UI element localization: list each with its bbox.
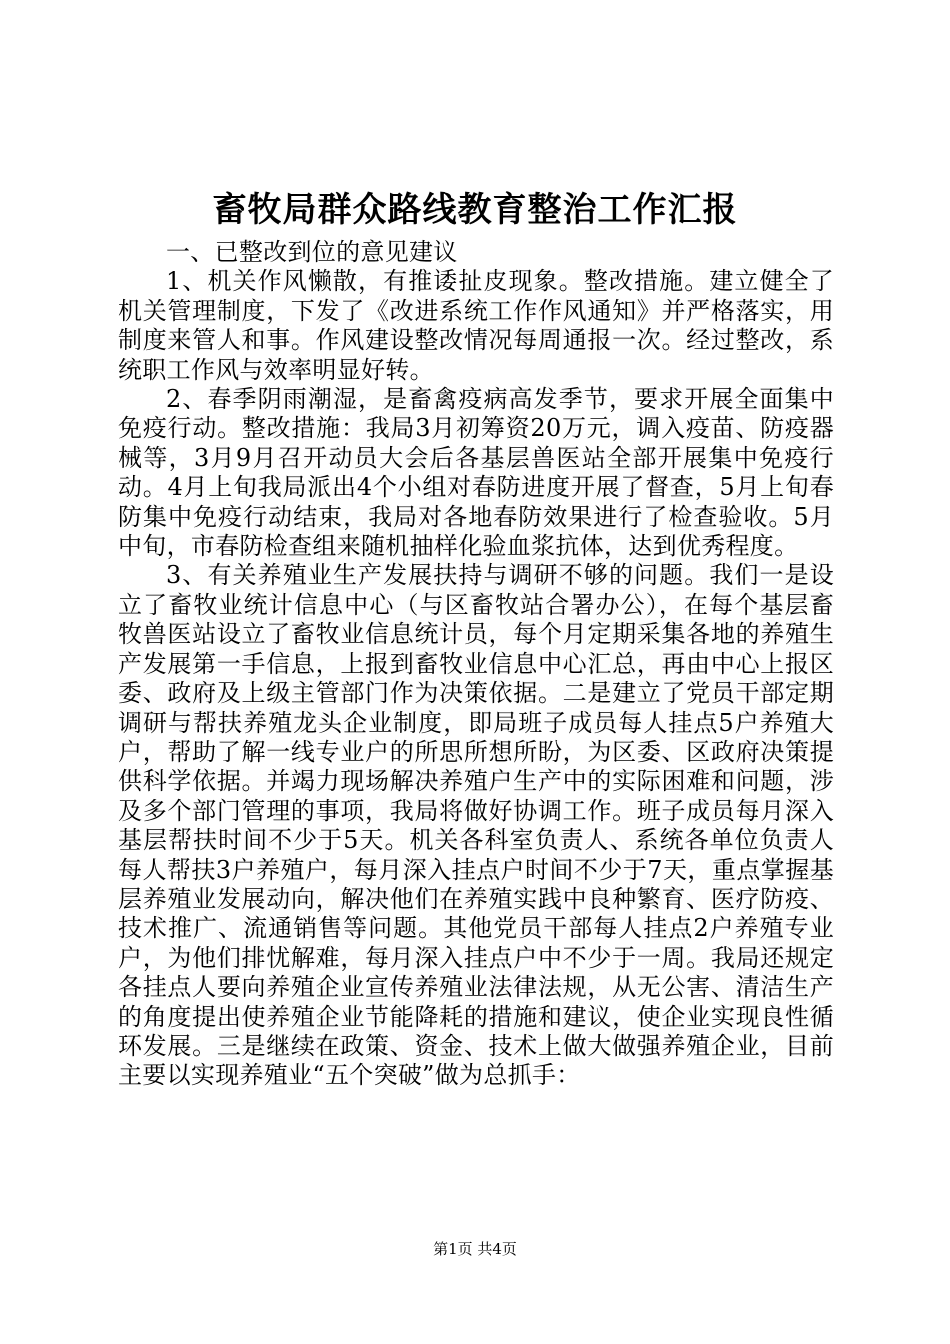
document-title: 畜牧局群众路线教育整治工作汇报: [212, 190, 738, 230]
paragraph-2: 2、春季阴雨潮湿，是畜禽疫病高发季节，要求开展全面集中免疫行动。整改措施：我局3月初筹资20万元，调入疫苗、防疫器械等，3月9月召开动员大会后各基层兽医站全部开展集中免疫行动。4月上旬我局派出4个小组对春防进度开展了督查，5月上旬春防集中免疫行动结束，我局对各地春防效果进行了检查验收。5月中旬，市春防检查组来随机抽样化验血浆抗体，达到优秀程度。: [118, 385, 834, 561]
section-heading: 一、已整改到位的意见建议: [166, 238, 458, 266]
paragraph-3: 3、有关养殖业生产发展扶持与调研不够的问题。我们一是设立了畜牧业统计信息中心（与区畜牧站合署办公），在每个基层畜牧兽医站设立了畜牧业信息统计员，每个月定期采集各地的养殖生产发展第一手信息，上报到畜牧业信息中心汇总，再由中心上报区委、政府及上级主管部门作为决策依据。二是建立了党员干部定期调研与帮扶养殖龙头企业制度，即局班子成员每人挂点5户养殖大户，帮助了解一线专业户的所思所想所盼，为区委、区政府决策提供科学依据。并竭力现场解决养殖户生产中的实际困难和问题，涉及多个部门管理的事项，我局将做好协调工作。班子成员每月深入基层帮扶时间不少于5天。机关各科室负责人、系统各单位负责人每人帮扶3户养殖户，每月深入挂点户时间不少于7天，重点掌握基层养殖业发展动向，解决他们在养殖实践中良种繁育、医疗防疫、技术推广、流通销售等问题。其他党员干部每人挂点2户养殖专业户，为他们排忧解难，每月深入挂点户中不少于一周。我局还规定各挂点人要向养殖企业宣传养殖业法律法规，从无公害、清洁生产的角度提出使养殖企业节能降耗的措施和建议，使企业实现良性循环发展。三是继续在政策、资金、技术上做大做强养殖企业，目前主要以实现养殖业“五个突破”做为总抓手：: [118, 561, 834, 1090]
document-body: [118, 238, 834, 1091]
page-number-footer: 第1页 共4页: [433, 1240, 517, 1258]
paragraph-1: 1、机关作风懒散，有推诿扯皮现象。整改措施。建立健全了机关管理制度，下发了《改进系统工作作风通知》并严格落实，用制度来管人和事。作风建设整改情况每周通报一次。经过整改，系统职工作风与效率明显好转。: [118, 267, 834, 384]
